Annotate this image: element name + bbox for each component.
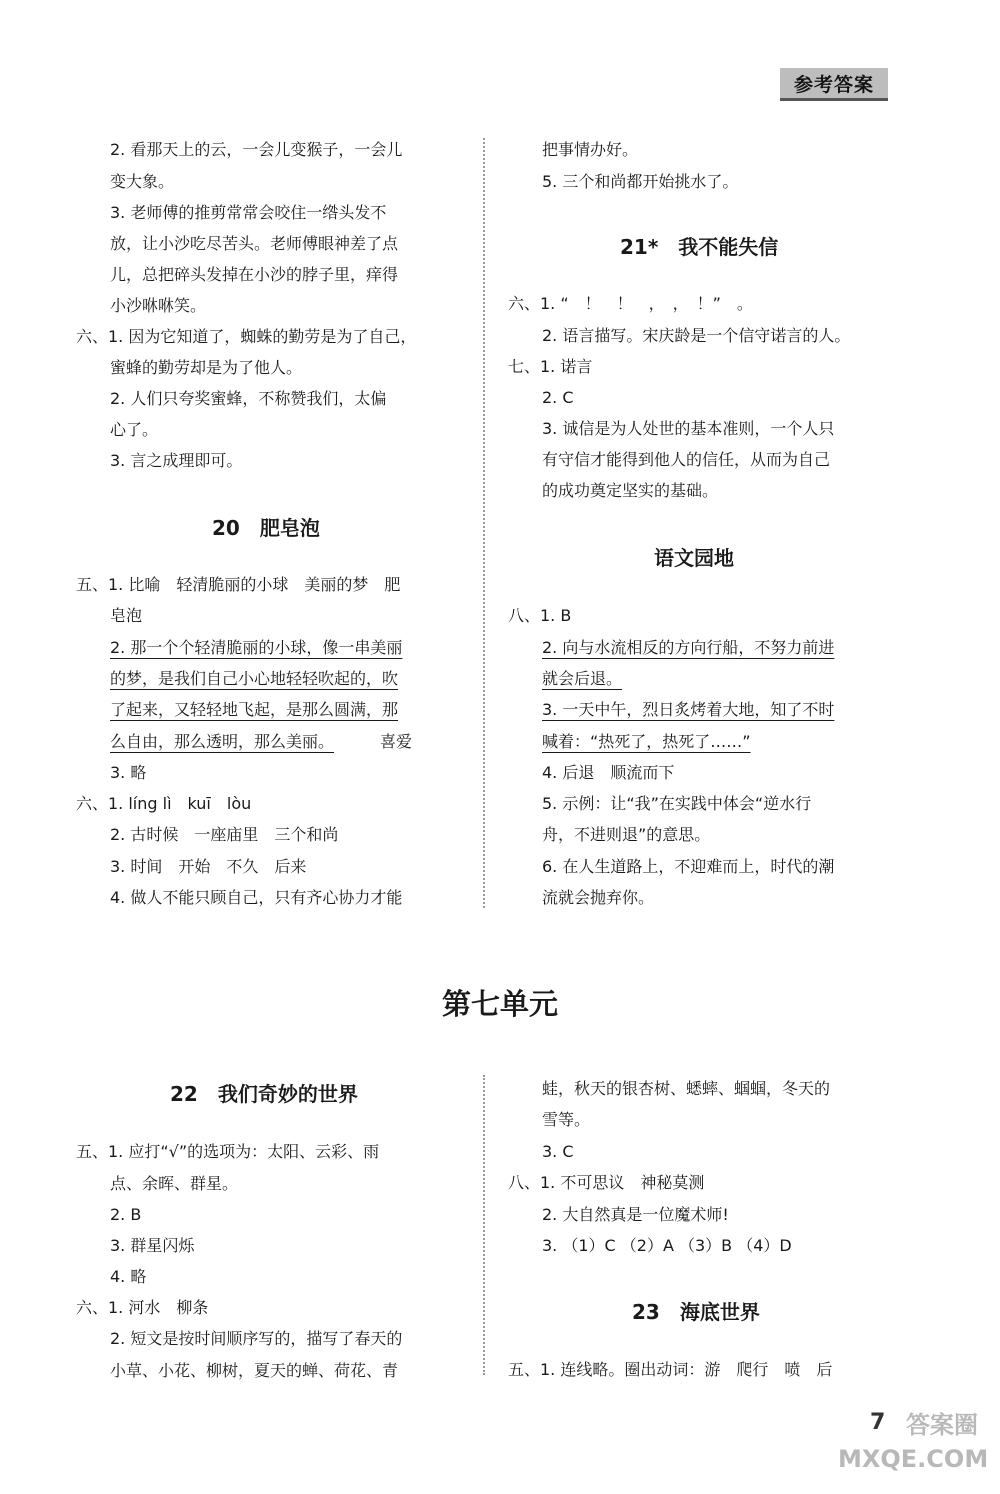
answer-line: 心了。: [110, 420, 159, 439]
section-title: 20 肥皂泡: [212, 516, 320, 540]
answer-line: 2. 短文是按时间顺序写的，描写了春天的: [110, 1329, 403, 1348]
answer-line: 皂泡: [110, 606, 143, 625]
answer-line-underlined: 的梦，是我们自己小心地轻轻吹起的，吹: [110, 669, 399, 688]
answer-line: 小草、小花、柳树，夏天的蝉、荷花、青: [110, 1361, 399, 1380]
answer-line: 的成功奠定坚实的基础。: [542, 481, 719, 500]
answer-line: 有守信才能得到他人的信任，从而为自己: [542, 450, 831, 469]
answer-line: 点、余晖、群星。: [110, 1174, 239, 1193]
answer-line: 六、1. 因为它知道了，蜘蛛的勤劳是为了自己，: [76, 327, 417, 346]
answer-line: 变大象。: [110, 172, 175, 191]
answer-line: 2. 古时候 一座庙里 三个和尚: [110, 825, 339, 844]
answer-line: 3. 诚信是为人处世的基本准则，一个人只: [542, 419, 835, 438]
answer-line-underlined: 2. 那一个个轻清脆丽的小球，像一串美丽: [110, 638, 403, 657]
header-tag: 参考答案: [780, 68, 888, 101]
answer-line-underlined: 3. 一天中午，烈日炙烤着大地，知了不时: [542, 700, 835, 719]
unit-title: 第七单元: [441, 987, 558, 1021]
answer-line: 放，让小沙吃尽苦头。老师傅眼神差了点: [110, 234, 399, 253]
answer-line: 八、1. 不可思议 神秘莫测: [508, 1173, 705, 1192]
section-title: 语文园地: [654, 546, 734, 570]
answer-line: 五、1. 应打“√”的选项为：太阳、云彩、雨: [76, 1142, 380, 1161]
answer-line: 五、1. 连线略。圈出动词：游 爬行 喷 后: [508, 1360, 833, 1379]
answer-line: 5. 三个和尚都开始挑水了。: [542, 172, 739, 191]
page-number: 7: [870, 1410, 886, 1435]
answer-line: 儿，总把碎头发掉在小沙的脖子里，痒得: [110, 265, 399, 284]
section-title: 23 海底世界: [632, 1300, 760, 1324]
answer-line: 八、1. B: [508, 606, 572, 625]
answer-line: 6. 在人生道路上，不迎难而上，时代的潮: [542, 857, 835, 876]
answer-line-underlined: 就会后退。: [542, 669, 623, 688]
answer-line: 2. 看那天上的云，一会儿变猴子，一会儿: [110, 140, 403, 159]
answer-line: 2. 人们只夸奖蜜蜂，不称赞我们，太偏: [110, 389, 387, 408]
answer-line-underlined: 喊着：“热死了，热死了……”: [542, 732, 751, 751]
answer-line: 3. 时间 开始 不久 后来: [110, 857, 307, 876]
answer-line: 七、1. 诺言: [508, 357, 593, 376]
answer-line: 3. 老师傅的推剪常常会咬住一绺头发不: [110, 203, 387, 222]
answer-line-underlined: 了起来，又轻轻地飞起，是那么圆满，那: [110, 700, 399, 719]
answer-line-underlined: 2. 向与水流相反的方向行船，不努力前进: [542, 638, 835, 657]
answer-line: 把事情办好。: [542, 140, 639, 159]
answer-line: 流就会抛弃你。: [542, 888, 655, 907]
answer-line: 六、1. 河水 柳条: [76, 1298, 209, 1317]
answer-line: 2. 语言描写。宋庆龄是一个信守诺言的人。: [542, 326, 851, 345]
answer-line: 小沙咻咻笑。: [110, 296, 207, 315]
answer-line: 蛙，秋天的银杏树、蟋蟀、蝈蝈，冬天的: [542, 1079, 831, 1098]
answer-line-underlined: 么自由，那么透明，那么美丽。: [110, 732, 335, 751]
answer-line: 2. B: [110, 1205, 142, 1224]
answer-line: 4. 后退 顺流而下: [542, 763, 675, 782]
answer-line: 蜜蜂的勤劳却是为了他人。: [110, 358, 303, 377]
answer-line: 3. 略: [110, 763, 147, 782]
answer-line: 2. 大自然真是一位魔术师!: [542, 1205, 729, 1224]
answer-line: 喜爱: [380, 732, 413, 751]
column-divider-top: [483, 138, 485, 908]
answer-line: 五、1. 比喻 轻清脆丽的小球 美丽的梦 肥: [76, 575, 401, 594]
answer-line: 六、1. “ ！ ！ ， ， ！” 。: [508, 294, 753, 313]
answer-line: 雪等。: [542, 1110, 591, 1129]
answer-line: 3. 言之成理即可。: [110, 451, 243, 470]
answer-line: 2. C: [542, 388, 574, 407]
column-divider-bottom: [483, 1075, 485, 1375]
answer-line: 3. C: [542, 1142, 574, 1161]
answer-line: 4. 略: [110, 1267, 147, 1286]
answer-line: 舟，不进则退”的意思。: [542, 825, 711, 844]
answer-line: 4. 做人不能只顾自己，只有齐心协力才能: [110, 888, 403, 907]
answer-line: 六、1. líng lì kuī lòu: [76, 794, 252, 813]
watermark-logo: 答案圈 MXQE.COM: [838, 1411, 989, 1473]
answer-line: 3. 群星闪烁: [110, 1236, 195, 1255]
answer-line: 5. 示例：让“我”在实践中体会“逆水行: [542, 794, 812, 813]
answer-line: 3. （1）C （2）A （3）B （4）D: [542, 1236, 792, 1255]
section-title: 21* 我不能失信: [620, 235, 779, 259]
section-title: 22 我们奇妙的世界: [170, 1082, 358, 1106]
